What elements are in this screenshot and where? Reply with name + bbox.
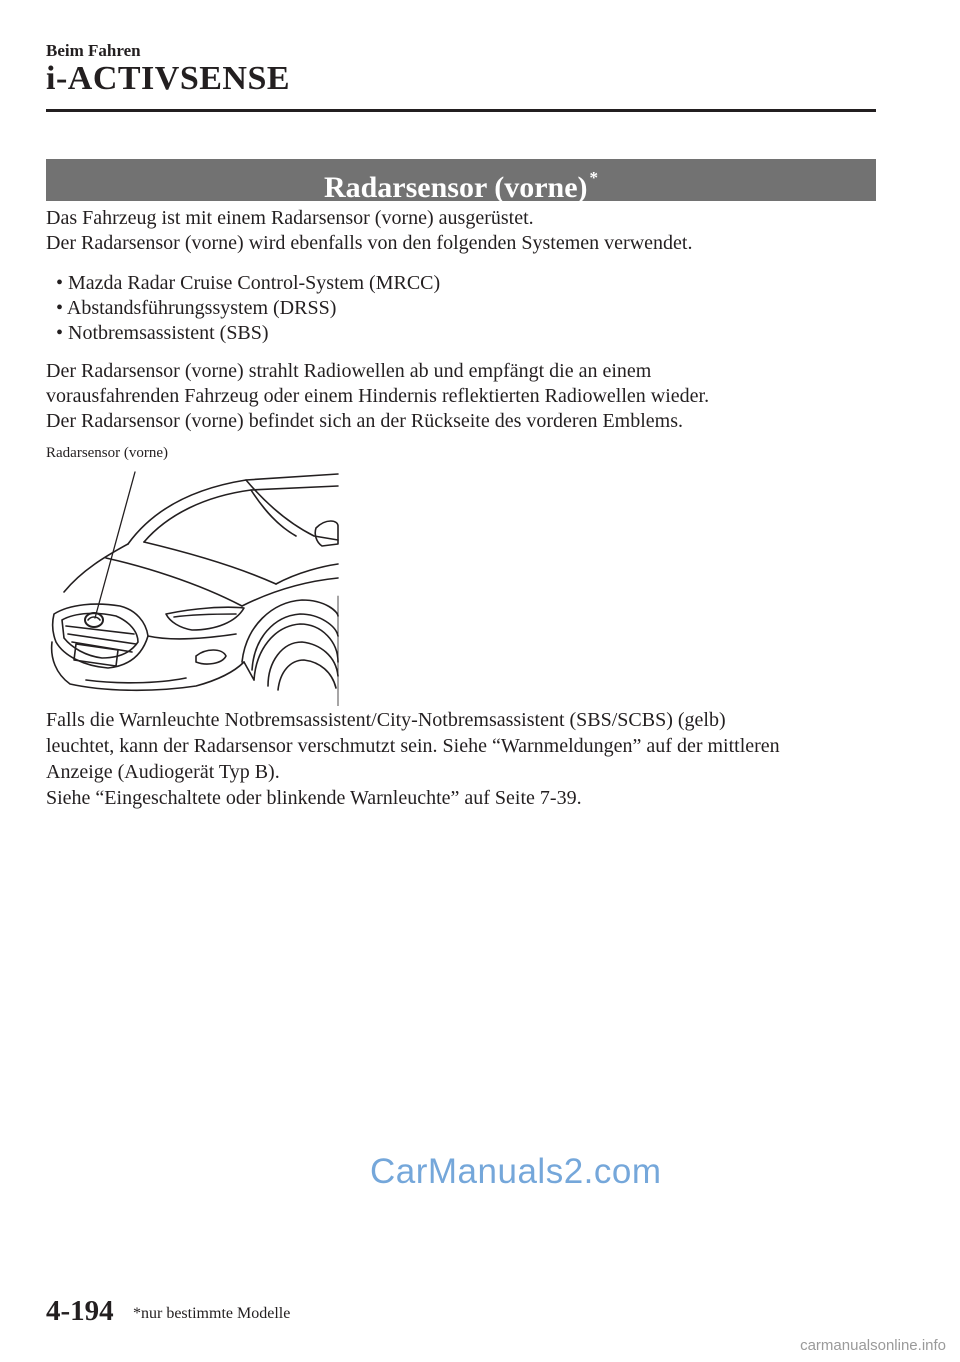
intro-line-1: Das Fahrzeug ist mit einem Radarsensor (vorne) ausgerüstet. xyxy=(46,207,534,229)
section-title-band xyxy=(46,159,876,204)
section-label: Beim Fahren xyxy=(46,41,141,60)
footnote-marker: * xyxy=(589,168,599,187)
footnote: *nur bestimmte Modelle xyxy=(133,1305,291,1322)
system-list-item: • Notbremsassistent (SBS) xyxy=(56,322,269,344)
intro-line-2: Der Radarsensor (vorne) wird ebenfalls von den folgenden Systemen verwendet. xyxy=(46,232,693,254)
warning-line-3: Anzeige (Audiogerät Typ B). xyxy=(46,761,280,783)
section-title: Radarsensor (vorne) xyxy=(323,171,588,204)
site-watermark: carmanualsonline.info xyxy=(800,1337,946,1354)
system-list-item: • Abstandsführungssystem (DRSS) xyxy=(56,297,337,319)
page-number: 4-194 xyxy=(46,1295,114,1327)
chapter-title: i-ACTIVSENSE xyxy=(46,60,291,97)
figure-caption: Radarsensor (vorne) xyxy=(46,445,169,461)
warning-line-1: Falls die Warnleuchte Notbremsassistent/City-Notbremsassistent (SBS/SCBS) (gelb) xyxy=(46,709,726,731)
system-list-item: • Mazda Radar Cruise Control-System (MRCC) xyxy=(56,272,441,294)
header-divider xyxy=(46,109,876,112)
car-front-illustration xyxy=(46,466,340,706)
description-line-1: Der Radarsensor (vorne) strahlt Radiowellen ab und empfängt die an einem xyxy=(46,360,652,382)
warning-line-4: Siehe “Eingeschaltete oder blinkende Warnleuchte” auf Seite 7-39. xyxy=(46,787,582,809)
watermark: CarManuals2.com xyxy=(370,1152,662,1191)
warning-line-2: leuchtet, kann der Radarsensor verschmutzt sein. Siehe “Warnmeldungen” auf der mittleren xyxy=(46,735,780,757)
description-line-2: vorausfahrenden Fahrzeug oder einem Hindernis reflektierten Radiowellen wieder. xyxy=(46,385,710,407)
description-line-3: Der Radarsensor (vorne) befindet sich an der Rückseite des vorderen Emblems. xyxy=(46,410,684,432)
